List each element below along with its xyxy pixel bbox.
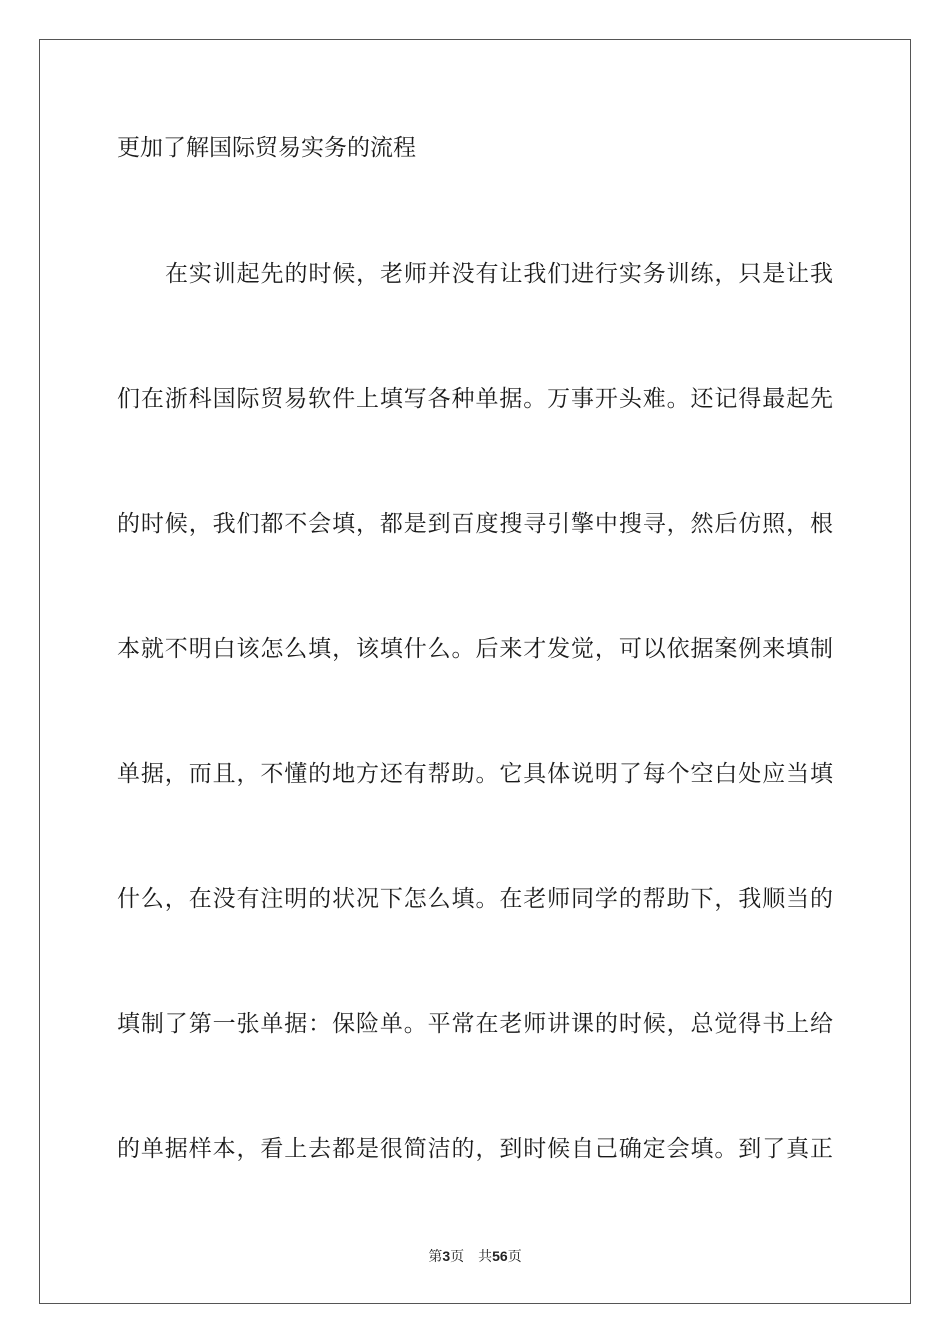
page-suffix: 页 <box>450 1249 465 1265</box>
total-pages: 56 <box>492 1248 508 1264</box>
total-suffix: 页 <box>507 1249 522 1265</box>
text-line-8: 填制了第一张单据：保险单。平常在老师讲课的时候，总觉得书上给 <box>117 1011 833 1037</box>
text-line-2: 在实训起先的时候，老师并没有让我们进行实务训练，只是让我 <box>165 261 833 287</box>
text-line-6: 单据，而且，不懂的地方还有帮助。它具体说明了每个空白处应当填 <box>117 761 833 787</box>
text-line-9: 的单据样本，看上去都是很简洁的，到时候自己确定会填。到了真正 <box>117 1136 833 1162</box>
page-footer <box>0 1247 950 1266</box>
text-line-3: 们在浙科国际贸易软件上填写各种单据。万事开头难。还记得最起先 <box>117 386 833 412</box>
text-line-5: 本就不明白该怎么填，该填什么。后来才发觉，可以依据案例来填制 <box>117 636 833 662</box>
text-line-7: 什么，在没有注明的状况下怎么填。在老师同学的帮助下，我顺当的 <box>117 886 833 912</box>
total-prefix: 共 <box>478 1249 493 1265</box>
page-border <box>39 39 911 1304</box>
text-line-4: 的时候，我们都不会填，都是到百度搜寻引擎中搜寻，然后仿照，根 <box>117 511 833 537</box>
page-number: 3 <box>442 1248 451 1264</box>
text-line-1: 更加了解国际贸易实务的流程 <box>117 135 416 161</box>
page-prefix: 第 <box>428 1249 443 1265</box>
